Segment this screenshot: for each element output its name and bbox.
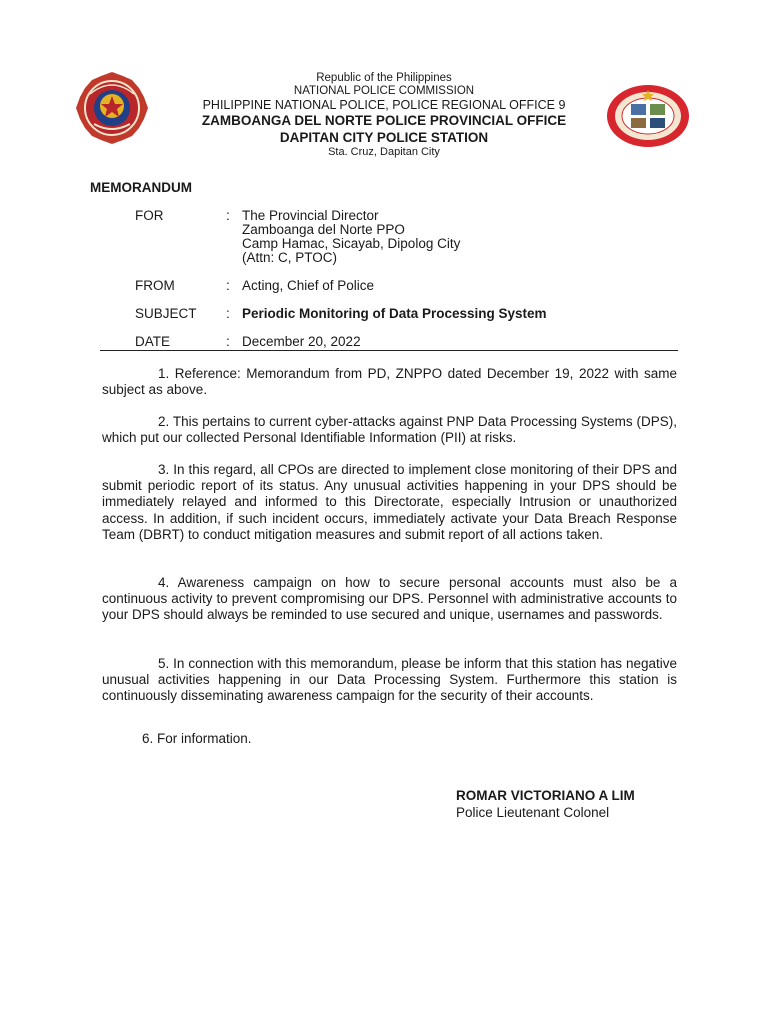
for-line: Camp Hamac, Sicayab, Dipolog City: [242, 236, 461, 251]
header-napolcom: NATIONAL POLICE COMMISSION: [293, 85, 475, 97]
signatory-name: ROMAR VICTORIANO A LIM: [456, 788, 635, 803]
for-line: The Provincial Director: [242, 208, 379, 223]
for-colon: :: [226, 208, 230, 223]
for-label: FOR: [135, 208, 164, 223]
header-divider: [100, 350, 678, 351]
for-line: Zamboanga del Norte PPO: [242, 222, 405, 237]
letterhead: [150, 72, 618, 159]
for-line: (Attn: C, PTOC): [242, 250, 338, 265]
for-value: [242, 209, 460, 265]
header-republic: Republic of the Philippines: [316, 72, 452, 84]
date-value: December 20, 2022: [242, 334, 361, 349]
paragraph-3: 3. In this regard, all CPOs are directed to implement close monitoring of their DPS and submit periodic report of its status. Any unusual activities happening in your DPS should be immediately relayed and informed to this Directorate, especially Intrusion or unauthorized access. In addition, if such incident occurs, immediately activate your Data Breach Response Team (DBRT) to conduct mitigation measures and submit report of all actions taken.: [102, 462, 677, 542]
paragraph-1: 1. Reference: Memorandum from PD, ZNPPO dated December 19, 2022 with same subject as above.: [102, 366, 677, 398]
header-address: Sta. Cruz, Dapitan City: [328, 146, 440, 158]
subject-colon: :: [226, 306, 230, 321]
pnp-seal-logo: [76, 72, 148, 144]
date-label: DATE: [135, 334, 171, 349]
memorandum-title: MEMORANDUM: [90, 180, 192, 195]
paragraph-4: 4. Awareness campaign on how to secure personal accounts must also be a continuous activity to prevent compromising our DPS. Personnel with administrative accounts to your DPS should always be reminded to use secured and unique, usernames and passwords.: [102, 575, 677, 623]
paragraph-6: 6. For information.: [142, 731, 252, 746]
dapitan-police-seal-logo: [606, 84, 690, 148]
paragraph-5: 5. In connection with this memorandum, please be inform that this station has negative unusual activities happening in our Data Processing System. Furthermore this station is continuously disseminating awareness campaign for the security of their accounts.: [102, 656, 677, 704]
header-provincial-office: ZAMBOANGA DEL NORTE POLICE PROVINCIAL OFFICE: [201, 113, 567, 128]
subject-label: SUBJECT: [135, 306, 197, 321]
date-colon: :: [226, 334, 230, 349]
from-value: Acting, Chief of Police: [242, 278, 375, 293]
subject-value: Periodic Monitoring of Data Processing System: [242, 306, 547, 321]
header-regional-office: PHILIPPINE NATIONAL POLICE, POLICE REGIONAL OFFICE 9: [202, 98, 566, 112]
paragraph-2: 2. This pertains to current cyber-attacks against PNP Data Processing Systems (DPS), which put our collected Personal Identifiable Information (PII) at risks.: [102, 414, 677, 446]
from-label: FROM: [135, 278, 175, 293]
signatory-rank: Police Lieutenant Colonel: [456, 805, 610, 820]
header-police-station: DAPITAN CITY POLICE STATION: [279, 130, 489, 145]
from-colon: :: [226, 278, 230, 293]
